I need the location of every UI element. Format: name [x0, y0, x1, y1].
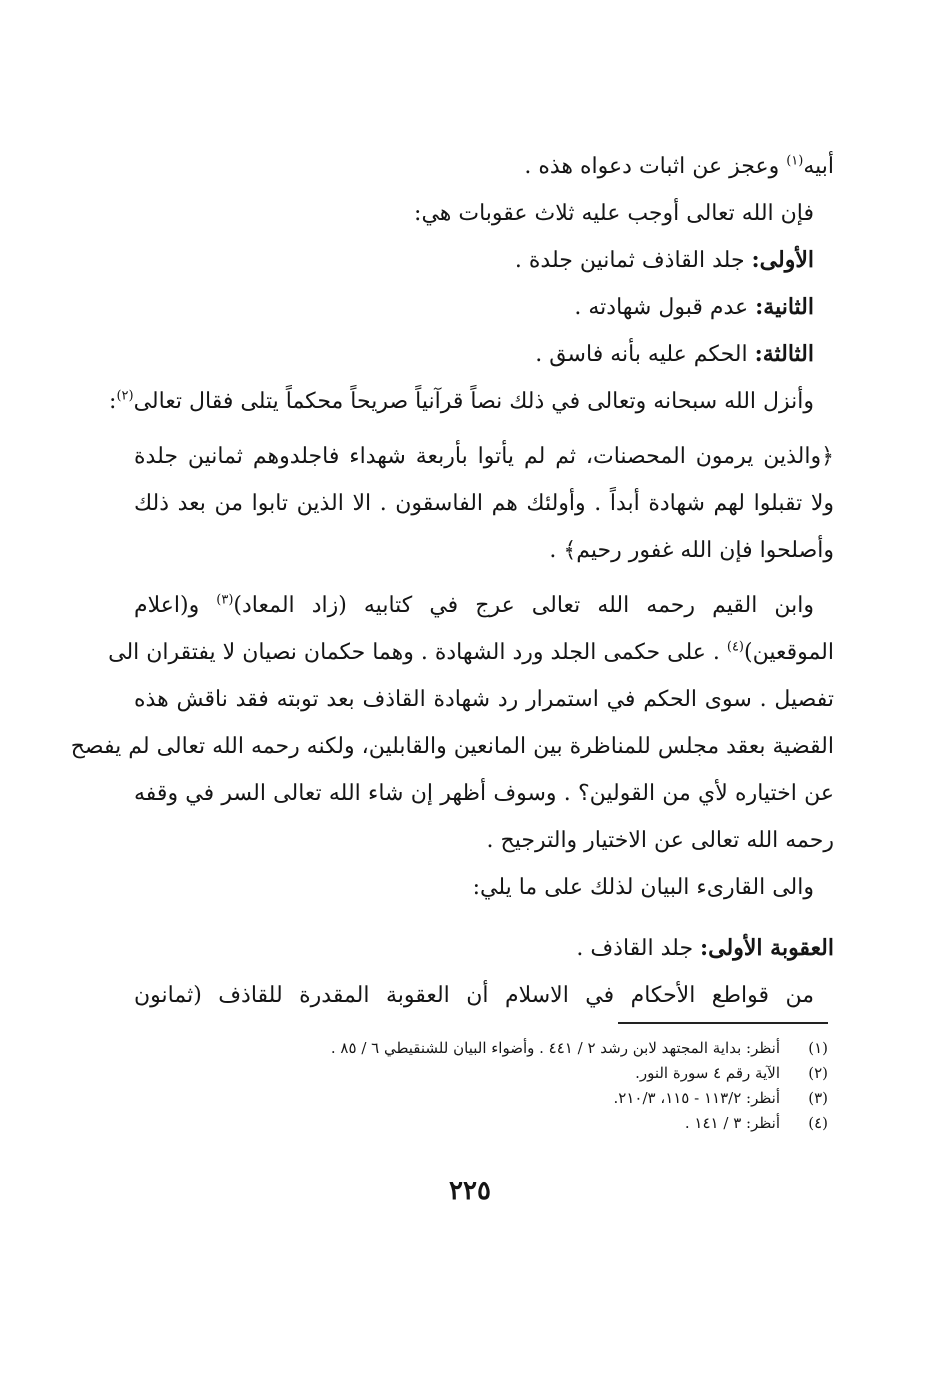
- text-line: [134, 582, 834, 629]
- text-line: القضية بعقد مجلس للمناظرة بين المانعين والقابلين، ولكنه رحمه الله تعالى لم يفصح: [70, 734, 834, 759]
- heading-term: العقوبة الأولى:: [700, 935, 834, 961]
- footnote-ref: (١): [786, 153, 804, 169]
- footnote-number: (٢): [808, 1064, 828, 1082]
- text-fragment: :: [109, 389, 117, 414]
- text-line: فإن الله تعالى أوجب عليه ثلاث عقوبات هي:: [414, 201, 814, 226]
- page-number: ٢٢٥: [449, 1176, 491, 1206]
- penalty-item-1: [134, 237, 834, 284]
- footnote-number: (٤): [808, 1114, 828, 1132]
- footnote-ref: (٣): [216, 592, 234, 608]
- penalty-item-3: [134, 331, 834, 378]
- item-text: الحكم عليه بأنه فاسق .: [535, 342, 755, 367]
- quran-line: ﴿والذين يرمون المحصنات، ثم لم يأتوا بأربعة شهداء فاجلدوهم ثمانين جلدة: [134, 444, 834, 469]
- item-term: الأولى:: [751, 247, 814, 273]
- text-line: [109, 378, 834, 425]
- quran-line: وأصلحوا فإن الله غفور رحيم﴾ .: [549, 538, 834, 563]
- footnote-number: (٣): [808, 1089, 828, 1107]
- footnote-number: (١): [808, 1039, 828, 1057]
- quran-line: ولا تقبلوا لهم شهادة أبداً . وأولئك هم الفاسقون . الا الذين تابوا من بعد ذلك: [134, 491, 834, 516]
- text-line: [108, 629, 834, 676]
- footnote-text: أنظر: ١١٣/٢ - ١١٥، ٢١٠/٣.: [613, 1089, 780, 1107]
- text-line: رحمه الله تعالى عن الاختيار والترجيح .: [486, 828, 834, 853]
- heading-text: جلد القاذف .: [576, 936, 701, 961]
- text-fragment: أبيه: [803, 154, 834, 179]
- main-text: [70, 143, 834, 1019]
- footnote-text: أنظر: ٣ / ١٤١ .: [684, 1114, 780, 1132]
- text-line: [134, 143, 834, 190]
- text-line: والى القارىء البيان لذلك على ما يلي:: [472, 875, 814, 900]
- text-fragment: الموقعين): [744, 640, 834, 665]
- penalty-item-2: [134, 284, 834, 331]
- item-term: الثانية:: [755, 294, 814, 320]
- item-term: الثالثة:: [754, 341, 814, 367]
- text-fragment: وابن القيم رحمه الله تعالى عرج في كتابيه (زاد المعاد): [233, 593, 815, 618]
- text-fragment: . على حكمى الجلد ورد الشهادة . وهما حكمان نصيان لا يفتقران الى: [108, 640, 727, 665]
- spacer: [134, 574, 834, 582]
- item-text: جلد القاذف ثمانين جلدة .: [514, 248, 752, 273]
- text-fragment: وأنزل الله سبحانه وتعالى في ذلك نصاً قرآنياً صريحاً محكماً يتلى فقال تعالى: [133, 389, 814, 414]
- spacer: [134, 425, 834, 433]
- footnote-text: أنظر: بداية المجتهد لابن رشد ٢ / ٤٤١ . وأضواء البيان للشنقيطي ٦ / ٨٥ .: [330, 1039, 780, 1057]
- footnote-ref: (٤): [726, 639, 744, 655]
- section-heading: [134, 925, 834, 972]
- item-text: عدم قبول شهادته .: [574, 295, 756, 320]
- footnote-item: [208, 1036, 828, 1061]
- text-fragment: وعجز عن اثبات دعواه هذه .: [524, 154, 787, 179]
- footnotes: [208, 1036, 828, 1136]
- spacer: [134, 911, 834, 925]
- text-fragment: و(اعلام: [134, 593, 217, 618]
- text-line: تفصيل . سوى الحكم في استمرار رد شهادة القاذف بعد توبته فقد ناقش هذه: [134, 687, 834, 712]
- footnote-item: [208, 1111, 828, 1136]
- footnote-item: [208, 1086, 828, 1111]
- footnote-text: الآية رقم ٤ سورة النور.: [635, 1064, 780, 1082]
- footnote-divider: [618, 1022, 828, 1024]
- text-line: عن اختياره لأي من القولين؟ . وسوف أظهر إن شاء الله تعالى السر في وقفه: [134, 781, 834, 806]
- footnote-item: [208, 1061, 828, 1086]
- footnote-ref: (٢): [116, 388, 134, 404]
- text-line: من قواطع الأحكام في الاسلام أن العقوبة المقدرة للقاذف (ثمانون: [134, 983, 814, 1008]
